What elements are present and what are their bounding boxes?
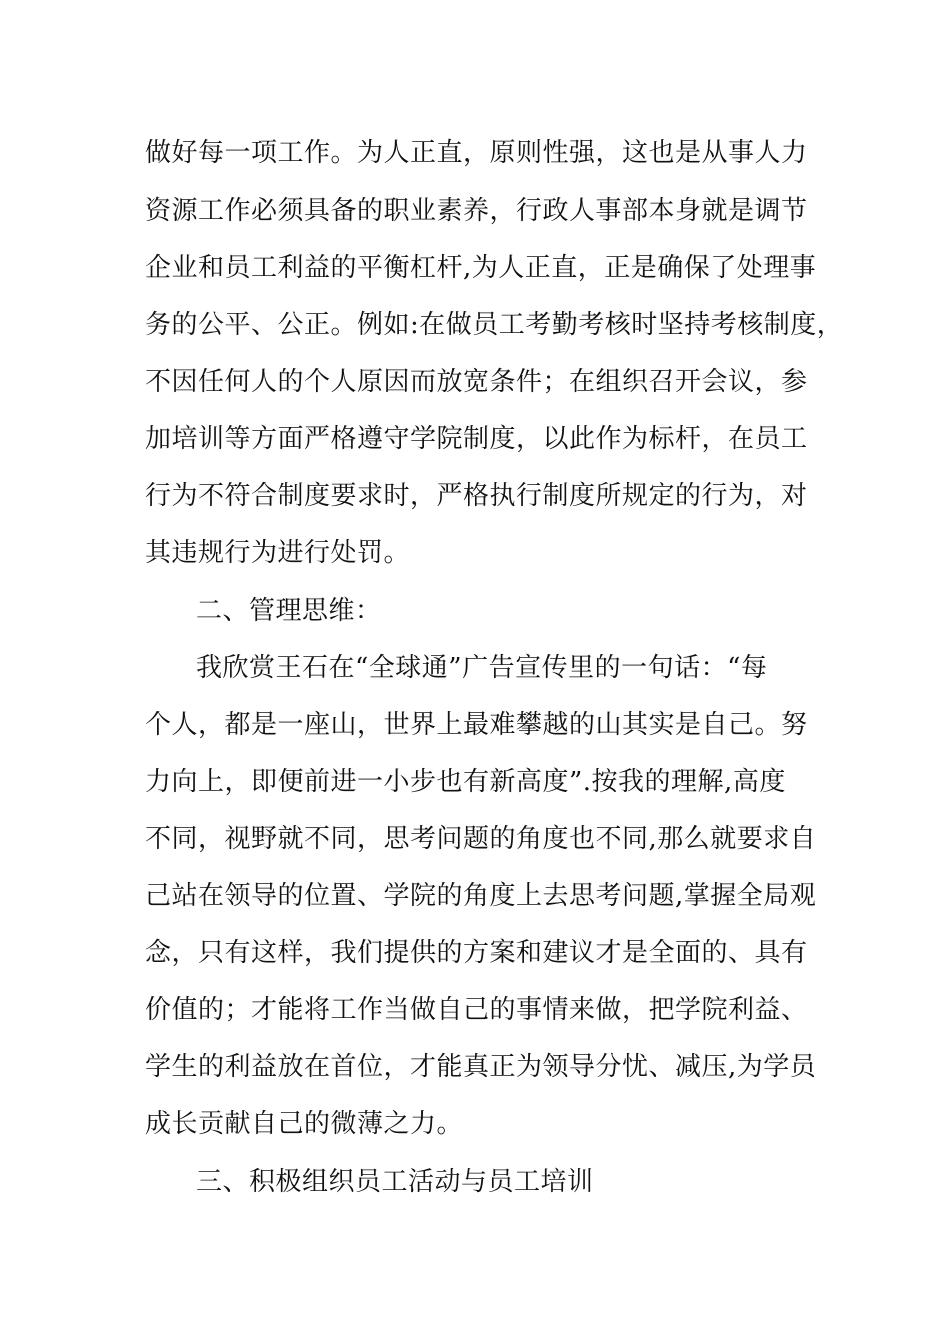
paragraph-line-6: 加培训等方面严格遵守学院制度，以此作为标杆，在员工 — [145, 424, 808, 454]
section-heading-3: 三、积极组织员工活动与员工培训 — [196, 1167, 594, 1197]
paragraph-line-10: 我欣赏王石在“全球通”广告宣传里的一句话：“每 — [196, 653, 768, 683]
paragraph-line-2: 资源工作必须具备的职业素养，行政人事部本身就是调节 — [145, 196, 808, 226]
paragraph-line-4: 务的公平、公正。例如:在做员工考勤考核时坚持考核制度， — [145, 310, 844, 340]
paragraph-line-14: 己站在领导的位置、学院的角度上去思考问题,掌握全局观 — [145, 881, 817, 911]
paragraph-line-16: 价值的；才能将工作当做自己的事情来做，把学院利益、 — [145, 995, 808, 1025]
paragraph-line-8: 其违规行为进行处罚。 — [145, 538, 411, 568]
paragraph-line-7: 行为不符合制度要求时，严格执行制度所规定的行为，对 — [145, 481, 808, 511]
paragraph-line-5: 不因任何人的个人原因而放宽条件；在组织召开会议，参 — [145, 367, 808, 397]
paragraph-line-13: 不同，视野就不同，思考问题的角度也不同,那么就要求自 — [145, 824, 817, 854]
paragraph-line-1: 做好每一项工作。为人正直，原则性强，这也是从事人力 — [145, 138, 808, 168]
section-heading-2: 二、管理思维： — [196, 596, 382, 626]
paragraph-line-11: 个人，都是一座山，世界上最难攀越的山其实是自己。努 — [145, 710, 808, 740]
paragraph-line-17: 学生的利益放在首位，才能真正为领导分忧、减压,为学员 — [145, 1052, 817, 1082]
paragraph-line-18: 成长贡献自己的微薄之力。 — [145, 1109, 464, 1139]
paragraph-line-3: 企业和员工利益的平衡杠杆,为人正直，正是确保了处理事 — [145, 253, 817, 283]
paragraph-line-12: 力向上，即便前进一小步也有新高度”.按我的理解,高度 — [145, 767, 786, 797]
paragraph-line-15: 念，只有这样，我们提供的方案和建议才是全面的、具有 — [145, 938, 808, 968]
